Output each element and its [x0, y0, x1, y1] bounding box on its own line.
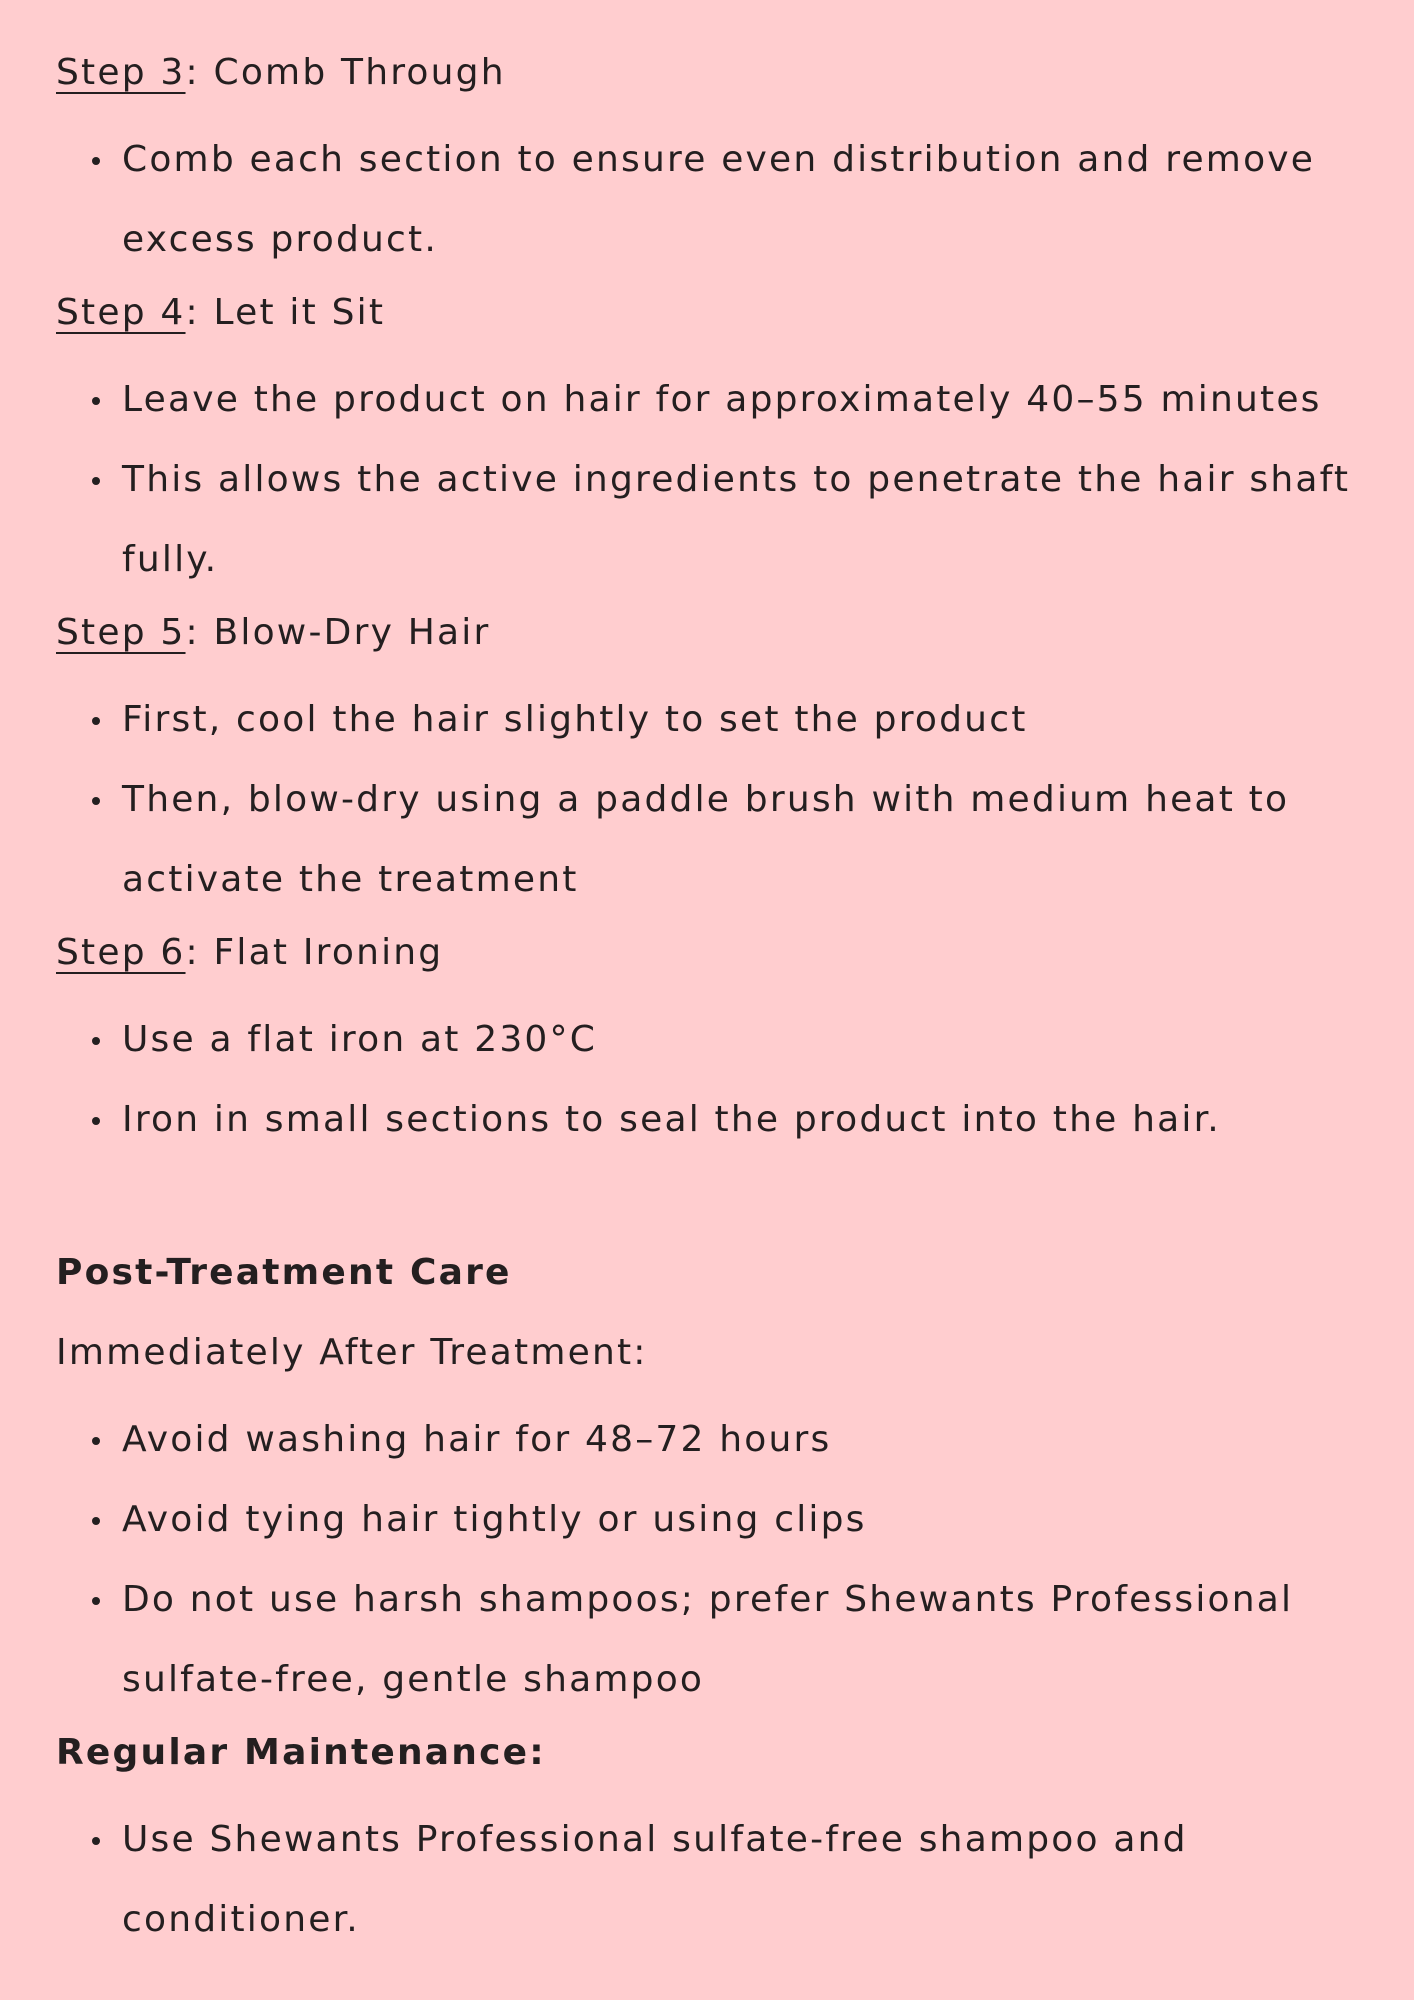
step-4-title: : Let it Sit: [185, 292, 386, 333]
step-5-title: : Blow-Dry Hair: [185, 612, 491, 653]
document-page: [56, 40, 1376, 1960]
step-3-bullets: [56, 120, 1376, 280]
immediately-after-bullets: [56, 1400, 1376, 1720]
step-6-heading: [56, 920, 1376, 1000]
step-4-heading: [56, 280, 1376, 360]
list-item: Then, blow-dry using a paddle brush with medium heat to activate the treatment: [56, 760, 1376, 920]
list-item: Use a flat iron at 230°C: [56, 1000, 1376, 1080]
step-6-title: : Flat Ironing: [185, 932, 444, 973]
step-5-heading: [56, 600, 1376, 680]
list-item: Use Shewants Professional sulfate-free shampoo and conditioner.: [56, 1800, 1376, 1960]
list-item: Avoid tying hair tightly or using clips: [56, 1480, 1376, 1560]
list-item: Leave the product on hair for approximately 40–55 minutes: [56, 360, 1376, 440]
step-4-label: Step 4: [56, 292, 186, 333]
list-item: This allows the active ingredients to penetrate the hair shaft fully.: [56, 440, 1376, 600]
step-3-title: : Comb Through: [185, 52, 506, 93]
regular-maintenance-bullets: [56, 1800, 1376, 1960]
regular-maintenance-heading: Regular Maintenance:: [56, 1732, 546, 1773]
step-6-bullets: [56, 1000, 1376, 1160]
step-3-label: Step 3: [56, 52, 186, 93]
section-spacer: [56, 1160, 1376, 1240]
post-treatment-heading: Post-Treatment Care: [56, 1252, 512, 1293]
list-item: Iron in small sections to seal the product into the hair.: [56, 1080, 1376, 1160]
step-6-label: Step 6: [56, 932, 186, 973]
immediately-after-heading: Immediately After Treatment:: [56, 1332, 648, 1373]
step-4-bullets: [56, 360, 1376, 600]
list-item: First, cool the hair slightly to set the product: [56, 680, 1376, 760]
step-5-label: Step 5: [56, 612, 186, 653]
list-item: Comb each section to ensure even distribution and remove excess product.: [56, 120, 1376, 280]
step-5-bullets: [56, 680, 1376, 920]
list-item: Do not use harsh shampoos; prefer Shewants Professional sulfate-free, gentle shampoo: [56, 1560, 1376, 1720]
step-3-heading: [56, 40, 1376, 120]
list-item: Avoid washing hair for 48–72 hours: [56, 1400, 1376, 1480]
